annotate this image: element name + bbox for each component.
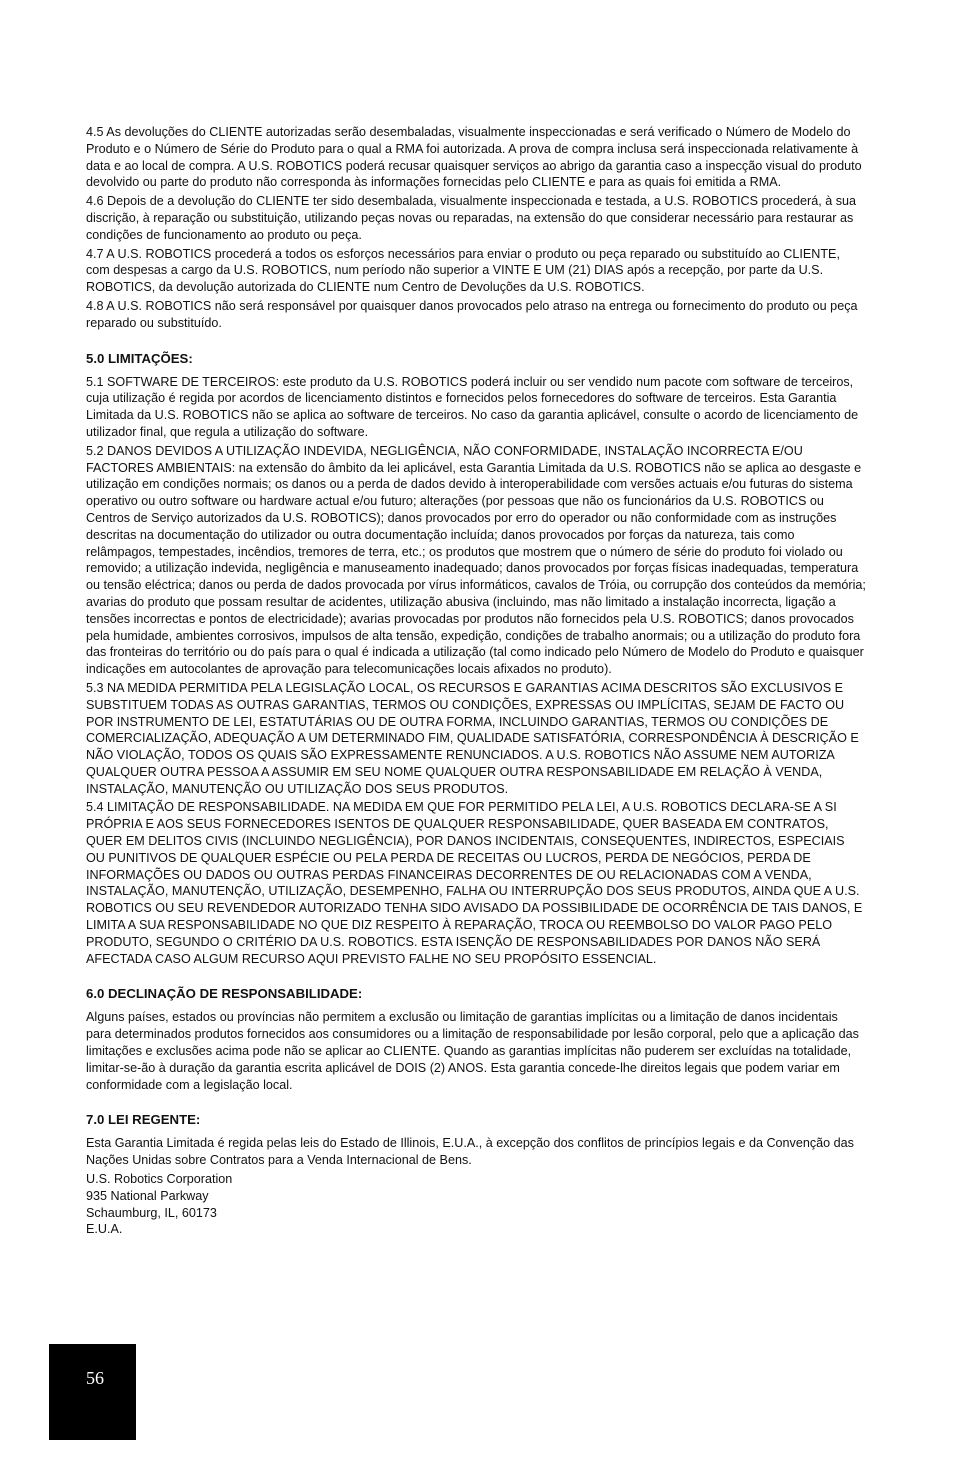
address-street: 935 National Parkway [86,1188,209,1203]
paragraph-4-6: 4.6 Depois de a devolução do CLIENTE ter sido desembalada, visualmente inspeccionada e testada, a U.S. ROBOTICS procederá, à sua discrição, à reparação ou substituição, utilizando peças novas ou reparadas, na extensão do que considerar necessário para restaurar as condições de funcionamento ao produto ou peça. [86,194,857,242]
paragraph-5-3: 5.3 NA MEDIDA PERMITIDA PELA LEGISLAÇÃO LOCAL, OS RECURSOS E GARANTIAS ACIMA DESCRITOS SÃO EXCLUSIVOS E SUBSTITUEM TODAS AS OUTRAS GARANTIAS, TERMOS OU CONDIÇÕES, EXPRESSAS OU IMPLÍCITAS, SEJAM DE FACTO OU POR INSTRUMENTO DE LEI, ESTATUTÁRIAS OU DE OUTRA FORMA, INCLUINDO GARANTIAS, TERMOS OU CONDIÇÕES DE COMERCIALIZAÇÃO, ADEQUAÇÃO A UM DETERMINADO FIM, QUALIDADE SATISFATÓRIA, CORRESPONDÊNCIA À DESCRIÇÃO E NÃO VIOLAÇÃO, TODOS OS QUAIS SÃO EXPRESSAMENTE RENUNCIADOS. A U.S. ROBOTICS NÃO ASSUME NEM AUTORIZA QUALQUER OUTRA PESSOA A ASSUMIR EM SEU NOME QUALQUER OUTRA RESPONSABILIDADE EM RELAÇÃO À VENDA, INSTALAÇÃO, MANUTENÇÃO OU UTILIZAÇÃO DOS SEUS PRODUTOS. [86,680,859,796]
page-number-box [49,1344,136,1440]
section-7-heading: 7.0 LEI REGENTE: [86,1112,201,1128]
paragraph-5-1: 5.1 SOFTWARE DE TERCEIROS: este produto da U.S. ROBOTICS poderá incluir ou ser vendido num pacote com software de terceiros, cuja utilização é regida por acordos de licenciamento distintos e fornecidos pelos fornecedores do software de terceiros. Esta Garantia Limitada da U.S. ROBOTICS não se aplica ao software de terceiros. No caso da garantia aplicável, consulte o acordo de licenciamento de utilizador final, que regula a utilização do software. [86,374,859,439]
section-6-heading: 6.0 DECLINAÇÃO DE RESPONSABILIDADE: [86,986,363,1002]
document-body [86,124,866,1238]
paragraph-4-5: 4.5 As devoluções do CLIENTE autorizadas serão desembaladas, visualmente inspeccionadas e será verificado o Número de Modelo do Produto e o Número de Série do Produto para o qual a RMA foi autorizada. A prova de compra inclusa será inspeccionada relativamente à data e ao local de compra. A U.S. ROBOTICS poderá recusar quaisquer serviços ao abrigo da garantia caso a inspecção visual do produto devolvido ou parte do produto não corresponda às informações fornecidas pelo CLIENTE e para as quais foi emitida a RMA. [86,125,862,190]
address-company: U.S. Robotics Corporation [86,1172,233,1187]
address-country: E.U.A. [86,1222,123,1237]
paragraph-4-7: 4.7 A U.S. ROBOTICS procederá a todos os esforços necessários para enviar o produto ou peça reparado ou substituído ao CLIENTE, com despesas a cargo da U.S. ROBOTICS, num período não superior a VINTE E UM (21) DIAS após a recepção, por parte da U.S. ROBOTICS, da devolução autorizada do CLIENTE num Centro de Devoluções da U.S. ROBOTICS. [86,246,840,295]
paragraph-6: Alguns países, estados ou províncias não permitem a exclusão ou limitação de garantias implícitas ou a limitação de danos incidentais para determinados produtos fornecidos aos consumidores ou a limitação de responsabilidade por lesão corporal, pelo que a aplicação das limitações e exclusões acima pode não se aplicar ao CLIENTE. Quando as garantias implícitas não puderem ser excluídas na totalidade, limitar-se-ão à duração da garantia escrita aplicável de DOIS (2) ANOS. Esta garantia concede-lhe direitos legais que podem variar em conformidade com a legislação local. [86,1010,859,1092]
paragraph-4-8: 4.8 A U.S. ROBOTICS não será responsável por quaisquer danos provocados pelo atraso na entrega ou fornecimento do produto ou peça reparado ou substituído. [86,298,858,330]
paragraph-5-4: 5.4 LIMITAÇÃO DE RESPONSABILIDADE. NA MEDIDA EM QUE FOR PERMITIDO PELA LEI, A U.S. ROBOTICS DECLARA-SE A SI PRÓPRIA E AOS SEUS FORNECEDORES ISENTOS DE QUALQUER RESPONSABILIDADE, QUER BASEADA EM CONTRATOS, QUER EM DELITOS CIVIS (INCLUINDO NEGLIGÊNCIA), POR DANOS INCIDENTAIS, CONSEQUENTES, INDIRECTOS, ESPECIAIS OU PUNITIVOS DE QUALQUER ESPÉCIE OU PELA PERDA DE RECEITAS OU LUCROS, PERDA DE NEGÓCIOS, PERDA DE INFORMAÇÕES OU DADOS OU OUTRAS PERDAS FINANCEIRAS DECORRENTES DE OU RELACIONADAS COM A VENDA, INSTALAÇÃO, MANUTENÇÃO, UTILIZAÇÃO, DESEMPENHO, FALHA OU INTERRUPÇÃO DOS SEUS PRODUTOS, AINDA QUE A U.S. ROBOTICS OU SEU REVENDEDOR AUTORIZADO TENHA SIDO AVISADO DA POSSIBILIDADE DE OCORRÊNCIA DE TAIS DANOS, E LIMITA A SUA RESPONSABILIDADE NO QUE DIZ RESPEITO À REPARAÇÃO, TROCA OU REEMBOLSO DO VALOR PAGO PELO PRODUTO, SEGUNDO O CRITÉRIO DA U.S. ROBOTICS. ESTA ISENÇÃO DE RESPONSABILIDADES POR DANOS NÃO SERÁ AFECTADA CASO ALGUM RECURSO AQUI PREVISTO FALHE NO SEU PROPÓSITO ESSENCIAL. [86,800,863,966]
paragraph-7: Esta Garantia Limitada é regida pelas leis do Estado de Illinois, E.U.A., à excepção dos conflitos de princípios legais e da Convenção das Nações Unidas sobre Contratos para a Venda Internacional de Bens. [86,1136,854,1168]
page-number: 56 [86,1368,104,1388]
paragraph-5-2: 5.2 DANOS DEVIDOS A UTILIZAÇÃO INDEVIDA, NEGLIGÊNCIA, NÃO CONFORMIDADE, INSTALAÇÃO INCORRECTA E/OU FACTORES AMBIENTAIS: na extensão do âmbito da lei aplicável, esta Garantia Limitada da U.S. ROBOTICS não se aplica ao desgaste e utilização em condições normais; os danos ou a perda de dados devido à interoperabilidade com versões actuais e/ou futuras do sistema operativo ou outro software ou hardware actual e/ou futuro; alterações (por pessoas que não os funcionários da U.S. ROBOTICS ou Centros de Serviço autorizados da U.S. ROBOTICS); danos provocados por erro do operador ou não conformidade com as instruções descritas na documentação do utilizador ou outra documentação incluída; danos provocados por forças da natureza, tais como relâmpagos, tempestades, incêndios, tremores de terra, etc.; os produtos que mostrem que o número de série do produto foi violado ou removido; a utilização indevida, negligência e manuseamento inadequado; danos provocados por forças físicas inadequadas, temperatura ou tensão eléctrica; danos ou perda de dados provocada por vírus informáticos, cavalos de Tróia, ou corrupção dos conteúdos da memória; avarias do produto que possam resultar de acidentes, utilização abusiva (incluindo, mas não limitado a instalação incorrecta, ligação a tensões incorrectas e pontos de electricidade); avarias provocadas por produtos não fornecidos pela U.S. ROBOTICS; danos provocados pela humidade, ambientes corrosivos, impulsos de alta tensão, expedição, condições de trabalho anormais; ou a utilização do produto fora das fronteiras do território ou do país para o qual é indicada a utilização (tal como indicado pelo Número de Modelo do Produto e quaisquer indicações em autocolantes de aprovação para telecomunicações locais afixados no produto). [86,443,866,677]
company-address [86,1171,866,1238]
address-city: Schaumburg, IL, 60173 [86,1205,217,1220]
section-5-heading: 5.0 LIMITAÇÕES: [86,350,193,366]
